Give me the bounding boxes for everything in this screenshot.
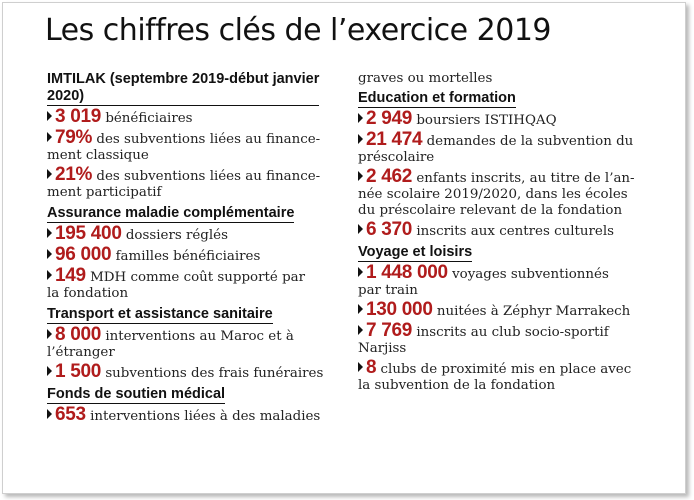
stat-number: 195 400 — [55, 223, 122, 244]
stat-item — [47, 265, 343, 302]
stat-text: voyages subventionnés — [452, 267, 609, 282]
stat-item — [358, 219, 658, 240]
bullet-arrow-icon — [47, 409, 52, 419]
continuation-text: graves ou mortelles — [358, 71, 493, 86]
stat-number: 8 000 — [55, 324, 102, 345]
stat-item — [358, 299, 658, 320]
stat-text: interventions au Maroc et à — [105, 329, 294, 344]
page-title: Les chiffres clés de l’exercice 2019 — [45, 13, 551, 48]
section-heading: Assurance maladie complémentaire — [47, 205, 295, 221]
stat-number: 3 019 — [55, 106, 102, 127]
stat-text: interventions liées à des maladies — [90, 409, 321, 424]
stat-item — [47, 106, 343, 127]
stat-text: boursiers ISTIHQAQ — [416, 113, 557, 128]
stat-text: la fondation — [47, 286, 129, 301]
section-education — [358, 89, 658, 110]
stat-text: nuitées à Zéphyr Marrakech — [436, 304, 631, 319]
bullet-arrow-icon — [47, 249, 52, 259]
bullet-arrow-icon — [47, 270, 52, 280]
stat-number: 8 — [366, 357, 377, 378]
stat-text: familles bénéficiaires — [115, 249, 261, 264]
stat-number: 653 — [55, 404, 86, 425]
bullet-arrow-icon — [358, 113, 363, 123]
stat-number: 1 500 — [55, 361, 102, 382]
section-heading: Education et formation — [358, 90, 516, 106]
bullet-arrow-icon — [358, 362, 363, 372]
section-fonds — [47, 385, 343, 406]
right-column — [358, 71, 658, 397]
stat-text: clubs de proximité mis en place avec — [380, 362, 632, 377]
stat-text: MDH comme coût supporté par — [90, 270, 306, 285]
stat-text: des subventions liées au finance- — [96, 169, 321, 184]
section-heading: Fonds de soutien médical — [47, 386, 226, 402]
bullet-arrow-icon — [358, 304, 363, 314]
stat-number: 21% — [55, 164, 93, 185]
bullet-arrow-icon — [47, 329, 52, 339]
bullet-arrow-icon — [358, 224, 363, 234]
stat-item — [47, 324, 343, 361]
stat-text: des subventions liées au finance- — [96, 132, 321, 147]
stat-item — [358, 262, 658, 299]
bullet-arrow-icon — [47, 366, 52, 376]
stat-text: du préscolaire relevant de la fondation — [358, 203, 623, 218]
stat-item — [47, 127, 343, 164]
stat-item — [47, 404, 343, 425]
stat-item — [358, 320, 658, 357]
stat-number: 79% — [55, 127, 93, 148]
stat-text: ment participatif — [47, 185, 162, 200]
stat-text: demandes de la subvention du — [426, 134, 634, 149]
stat-number: 2 949 — [366, 108, 413, 129]
stat-number: 130 000 — [366, 299, 433, 320]
stat-text: inscrits aux centres culturels — [416, 224, 614, 239]
stat-item — [358, 108, 658, 129]
stat-text: enfants inscrits, au titre de l’an- — [416, 171, 635, 186]
section-assurance — [47, 204, 343, 225]
bullet-arrow-icon — [47, 132, 52, 142]
bullet-arrow-icon — [47, 228, 52, 238]
bullet-arrow-icon — [47, 111, 52, 121]
stat-text: par train — [358, 283, 418, 298]
bullet-arrow-icon — [358, 267, 363, 277]
stat-text: née scolaire 2019/2020, dans les écoles — [358, 187, 628, 202]
infographic-frame — [2, 2, 686, 494]
section-heading: IMTILAK (septembre 2019-début janvier 2020) — [47, 71, 320, 104]
stat-number: 2 462 — [366, 166, 413, 187]
stat-text: la subvention de la fondation — [358, 378, 556, 393]
stat-text: dossiers réglés — [125, 228, 228, 243]
stat-text: Narjiss — [358, 341, 407, 356]
stat-number: 6 370 — [366, 219, 413, 240]
left-column — [47, 69, 343, 428]
stat-number: 96 000 — [55, 244, 112, 265]
stat-number: 149 — [55, 265, 86, 286]
section-heading: Transport et assistance sanitaire — [47, 306, 273, 322]
stat-number: 7 769 — [366, 320, 413, 341]
stat-item — [358, 357, 658, 394]
section-heading: Voyage et loisirs — [358, 244, 473, 260]
section-voyage — [358, 243, 658, 264]
stat-item — [47, 244, 343, 265]
stat-item — [47, 223, 343, 244]
stat-number: 21 474 — [366, 129, 423, 150]
section-imtilak — [47, 71, 343, 108]
stat-item — [358, 129, 658, 166]
bullet-arrow-icon — [47, 169, 52, 179]
stat-item — [358, 166, 658, 219]
stat-text: subventions des frais funéraires — [105, 366, 324, 381]
stat-text: bénéficiaires — [105, 111, 193, 126]
stat-text: ment classique — [47, 148, 149, 163]
stat-item — [47, 164, 343, 201]
bullet-arrow-icon — [358, 134, 363, 144]
section-transport — [47, 305, 343, 326]
bullet-arrow-icon — [358, 171, 363, 181]
stat-text: préscolaire — [358, 150, 435, 165]
stat-text: inscrits au club socio-sportif — [416, 325, 609, 340]
stat-item — [47, 361, 343, 382]
bullet-arrow-icon — [358, 325, 363, 335]
stat-number: 1 448 000 — [366, 262, 448, 283]
stat-text: l’étranger — [47, 345, 115, 360]
